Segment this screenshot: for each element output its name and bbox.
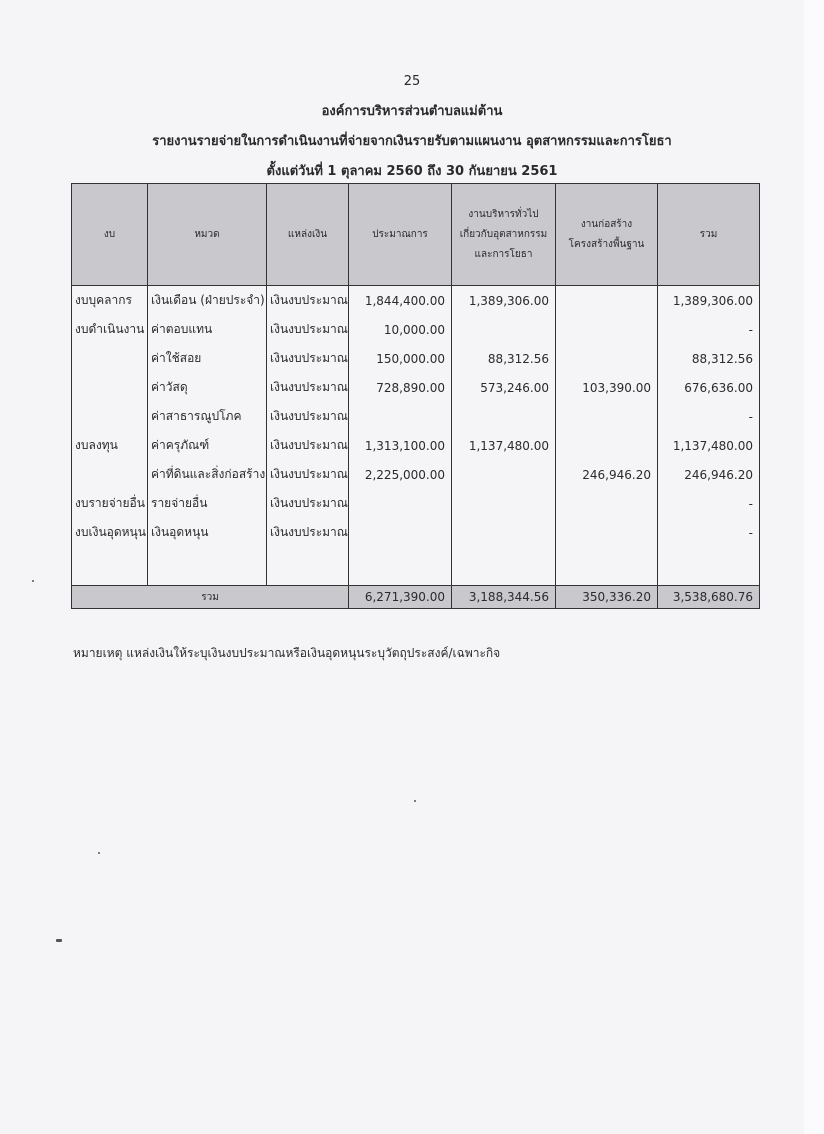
total-construction: 350,336.20 <box>556 586 658 609</box>
table-row <box>72 315 760 344</box>
cell-total: 1,137,480.00 <box>658 431 760 460</box>
cell-construction <box>556 518 658 547</box>
cell-source: เงินงบประมาณ <box>267 344 349 373</box>
cell-admin <box>452 489 556 518</box>
cell-admin <box>452 315 556 344</box>
cell-source: เงินงบประมาณ <box>267 286 349 316</box>
header-category: หมวด <box>148 184 267 286</box>
scan-speck <box>98 852 100 854</box>
cell-construction <box>556 431 658 460</box>
total-estimate: 6,271,390.00 <box>349 586 452 609</box>
cell-estimate: 10,000.00 <box>349 315 452 344</box>
page-number: 25 <box>403 74 421 89</box>
header-admin <box>452 184 556 286</box>
spacer-cell <box>349 547 452 586</box>
header-admin-line-3: และการโยธา <box>474 248 533 260</box>
cell-category: ค่าใช้สอย <box>148 344 267 373</box>
cell-estimate <box>349 489 452 518</box>
spacer-cell <box>267 547 349 586</box>
spacer-cell <box>72 547 148 586</box>
table-header-row <box>72 184 760 286</box>
cell-source: เงินงบประมาณ <box>267 402 349 431</box>
cell-estimate <box>349 402 452 431</box>
cell-total: 1,389,306.00 <box>658 286 760 316</box>
cell-total: - <box>658 489 760 518</box>
cell-admin <box>452 518 556 547</box>
cell-construction <box>556 402 658 431</box>
organization-name: องค์การบริหารส่วนตำบลแม่ต้าน <box>321 104 503 119</box>
cell-category: ค่าครุภัณฑ์ <box>148 431 267 460</box>
header-admin-line-2: เกี่ยวกับอุตสาหกรรม <box>459 228 548 240</box>
header-budget: งบ <box>72 184 148 286</box>
cell-budget: งบรายจ่ายอื่น <box>72 489 148 518</box>
table-total-row <box>72 586 760 609</box>
spacer-cell <box>658 547 760 586</box>
cell-category: เงินอุดหนุน <box>148 518 267 547</box>
header-construction-line-1: งานก่อสร้าง <box>580 218 633 230</box>
cell-construction <box>556 286 658 316</box>
total-grand: 3,538,680.76 <box>658 586 760 609</box>
table-row <box>72 286 760 316</box>
cell-admin: 573,246.00 <box>452 373 556 402</box>
cell-total: 88,312.56 <box>658 344 760 373</box>
cell-source: เงินงบประมาณ <box>267 315 349 344</box>
cell-estimate: 2,225,000.00 <box>349 460 452 489</box>
cell-estimate: 150,000.00 <box>349 344 452 373</box>
spacer-cell <box>148 547 267 586</box>
cell-category: รายจ่ายอื่น <box>148 489 267 518</box>
report-title: รายงานรายจ่ายในการดำเนินงานที่จ่ายจากเงินรายรับตามแผนงาน อุตสาหกรรมและการโยธา <box>152 134 672 149</box>
cell-budget <box>72 373 148 402</box>
scan-speck <box>56 939 62 942</box>
cell-category: ค่าสาธารณูปโภค <box>148 402 267 431</box>
cell-budget <box>72 344 148 373</box>
table-row <box>72 402 760 431</box>
cell-budget: งบดำเนินงาน <box>72 315 148 344</box>
total-label: รวม <box>72 586 349 609</box>
cell-construction: 103,390.00 <box>556 373 658 402</box>
table-row <box>72 489 760 518</box>
expense-table <box>71 183 760 609</box>
cell-total: 676,636.00 <box>658 373 760 402</box>
cell-construction <box>556 315 658 344</box>
spacer-cell <box>452 547 556 586</box>
cell-source: เงินงบประมาณ <box>267 431 349 460</box>
table-row <box>72 344 760 373</box>
cell-category: ค่าวัสดุ <box>148 373 267 402</box>
header-construction <box>556 184 658 286</box>
cell-source: เงินงบประมาณ <box>267 489 349 518</box>
header-construction-line-2: โครงสร้างพื้นฐาน <box>568 238 645 250</box>
cell-source: เงินงบประมาณ <box>267 460 349 489</box>
scan-speck <box>32 580 34 582</box>
cell-budget: งบบุคลากร <box>72 286 148 316</box>
footnote: หมายเหตุ แหล่งเงินให้ระบุเงินงบประมาณหรือเงินอุดหนุนระบุวัตถุประสงค์/เฉพาะกิจ <box>73 646 501 660</box>
cell-source: เงินงบประมาณ <box>267 518 349 547</box>
cell-category: เงินเดือน (ฝ่ายประจำ) <box>148 286 267 316</box>
cell-construction: 246,946.20 <box>556 460 658 489</box>
cell-source: เงินงบประมาณ <box>267 373 349 402</box>
cell-admin: 1,137,480.00 <box>452 431 556 460</box>
scan-speck <box>414 800 416 802</box>
table-row <box>72 460 760 489</box>
cell-budget <box>72 460 148 489</box>
table-row <box>72 431 760 460</box>
report-period: ตั้งแต่วันที่ 1 ตุลาคม 2560 ถึง 30 กันยายน 2561 <box>266 164 558 179</box>
cell-total: 246,946.20 <box>658 460 760 489</box>
cell-admin: 1,389,306.00 <box>452 286 556 316</box>
cell-total: - <box>658 402 760 431</box>
table-row <box>72 373 760 402</box>
cell-admin: 88,312.56 <box>452 344 556 373</box>
header-total: รวม <box>658 184 760 286</box>
cell-admin <box>452 402 556 431</box>
cell-estimate: 1,313,100.00 <box>349 431 452 460</box>
cell-construction <box>556 489 658 518</box>
cell-estimate <box>349 518 452 547</box>
cell-budget: งบเงินอุดหนุน <box>72 518 148 547</box>
cell-admin <box>452 460 556 489</box>
cell-category: ค่าที่ดินและสิ่งก่อสร้าง <box>148 460 267 489</box>
header-source: แหล่งเงิน <box>267 184 349 286</box>
table-row <box>72 518 760 547</box>
header-admin-line-1: งานบริหารทั่วไป <box>468 208 539 220</box>
cell-budget: งบลงทุน <box>72 431 148 460</box>
cell-total: - <box>658 518 760 547</box>
cell-budget <box>72 402 148 431</box>
total-admin: 3,188,344.56 <box>452 586 556 609</box>
table-spacer-row <box>72 547 760 586</box>
cell-category: ค่าตอบแทน <box>148 315 267 344</box>
cell-estimate: 1,844,400.00 <box>349 286 452 316</box>
cell-construction <box>556 344 658 373</box>
cell-total: - <box>658 315 760 344</box>
spacer-cell <box>556 547 658 586</box>
header-estimate: ประมาณการ <box>349 184 452 286</box>
cell-estimate: 728,890.00 <box>349 373 452 402</box>
